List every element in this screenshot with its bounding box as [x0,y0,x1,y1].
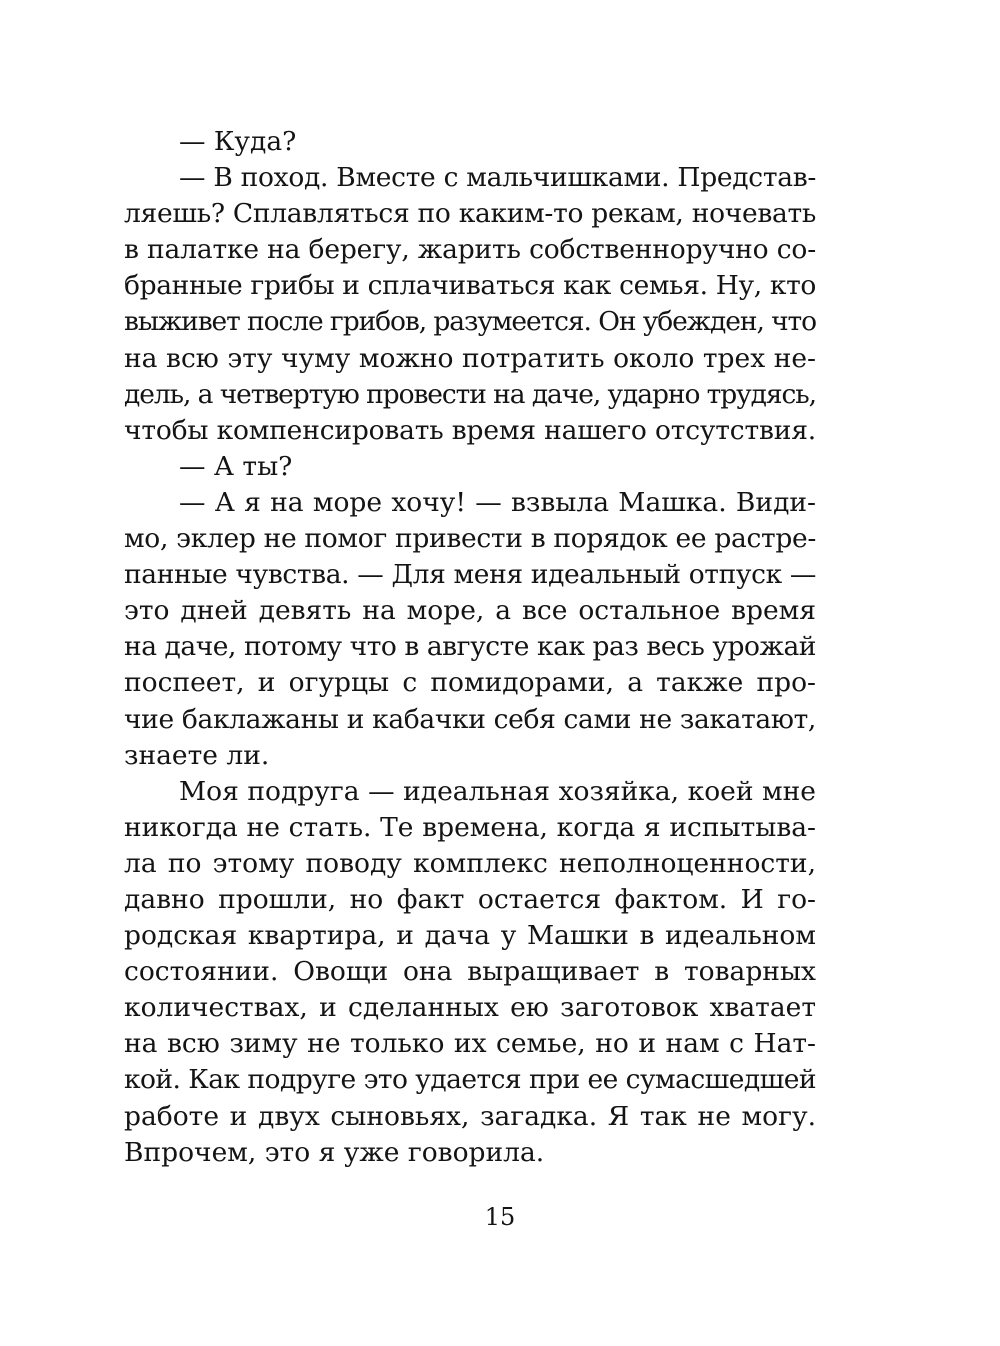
text-line: количествах, и сделанных ею заготовок хватает [124,992,816,1024]
page-number: 15 [484,1203,516,1231]
text-line: никогда не стать. Те времена, когда я испытыва- [124,811,816,843]
text-line: ляешь? Сплавляться по каким-то рекам, ночевать [124,198,816,230]
text-line: — А я на море хочу! — взвыла Машка. Види- [179,486,816,518]
text-line: Моя подруга — идеальная хозяйка, коей мне [179,775,816,807]
text-line: знаете ли. [124,739,270,771]
text-line: панные чувства. — Для меня идеальный отпуск — [124,559,817,591]
text-line: поспеет, и огурцы с помидорами, а также про- [124,667,816,699]
text-line: в палатке на берегу, жарить собственноручно со- [124,234,817,266]
text-line: выживет после грибов, разумеется. Он убежден, что [124,306,816,338]
text-line: дель, а четвертую провести на даче, ударно трудясь, [124,378,817,410]
text-line: родская квартира, и дача у Машки в идеальном [124,920,816,952]
text-line: чие баклажаны и кабачки себя сами не закатают, [124,703,817,735]
text-line: ла по этому поводу комплекс неполноценности, [124,847,816,879]
text-line: на всю зиму не только их семье, но и нам с Нат- [124,1028,816,1060]
text-line: — А ты? [179,450,293,482]
text-line: состоянии. Овощи она выращивает в товарных [124,956,816,988]
text-line: мо, эклер не помог привести в порядок ее растре- [124,523,816,555]
text-line: на даче, потому что в августе как раз весь урожай [124,631,816,663]
text-line: на всю эту чуму можно потратить около трех не- [124,342,816,374]
text-line: чтобы компенсировать время нашего отсутствия. [124,414,816,446]
text-line: бранные грибы и сплачиваться как семья. Ну, кто [124,270,816,302]
text-line: работе и двух сыновьях, загадка. Я так не могу. [124,1100,816,1132]
text-line: — В поход. Вместе с мальчишками. Представ- [179,162,816,194]
text-line: это дней девять на море, а все остальное время [124,595,816,627]
text-line: давно прошли, но факт остается фактом. И го- [124,883,816,915]
text-line: — Куда? [179,126,297,157]
text-line: Впрочем, это я уже говорила. [124,1136,545,1168]
text-line: кой. Как подруге это удается при ее сумасшедшей [124,1064,816,1096]
body-text [124,124,816,1171]
